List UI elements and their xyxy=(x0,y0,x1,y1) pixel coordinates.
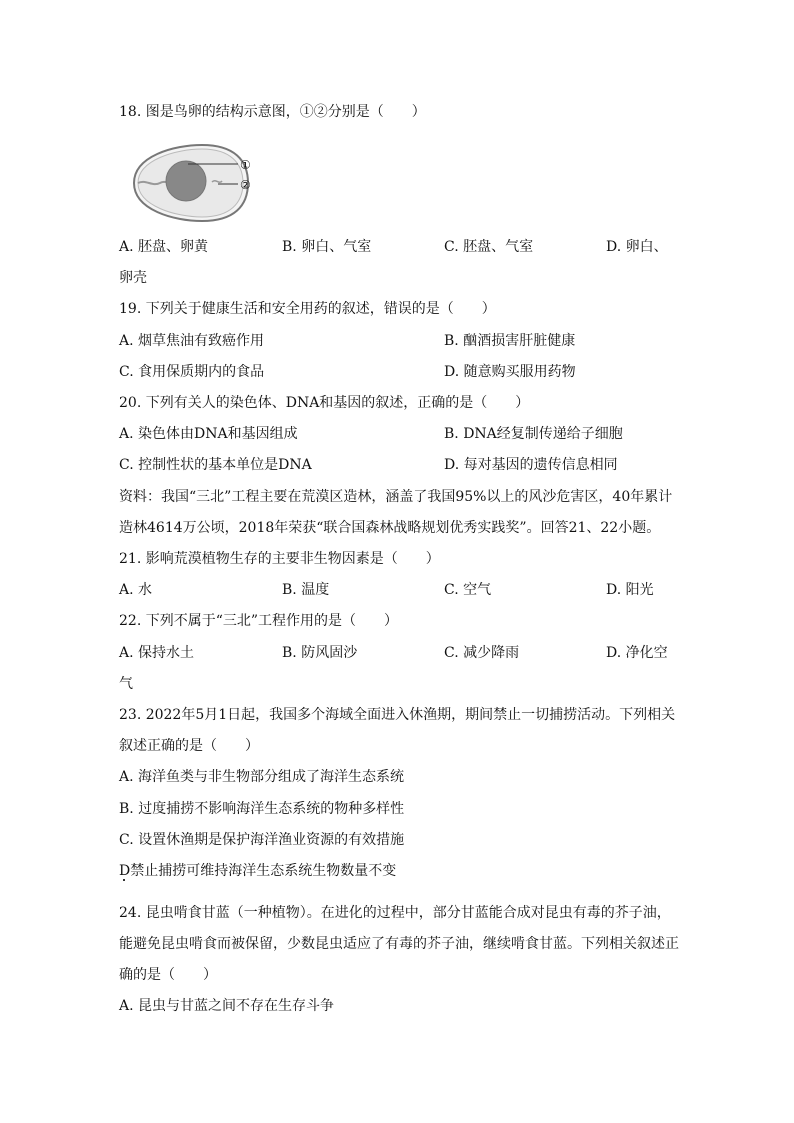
q20-option-a: A. 染色体由DNA和基因组成 xyxy=(119,426,298,442)
q21-option-a: A. 水 xyxy=(119,582,153,598)
q22-option-c: C. 减少降雨 xyxy=(444,645,520,661)
q20-option-c: C. 控制性状的基本单位是DNA xyxy=(119,457,312,473)
q21-option-b: B. 温度 xyxy=(282,582,330,598)
q23-stem-line-2: 叙述正确的是（ ） xyxy=(119,738,259,754)
q20-stem: 20. 下列有关人的染色体、DNA和基因的叙述，正确的是（ ） xyxy=(119,395,530,411)
q24-option-a: A. 昆虫与甘蓝之间不存在生存斗争 xyxy=(119,998,335,1014)
q22-option-d: D. 净化空 xyxy=(606,645,668,661)
q19-option-d: D. 随意购买服用药物 xyxy=(444,364,576,380)
q18-option-d: D. 卵白、 xyxy=(606,239,668,255)
q19-option-a: A. 烟草焦油有致癌作用 xyxy=(119,333,265,349)
q18-option-a: A. 胚盘、卵黄 xyxy=(119,239,209,255)
material-line-1: 资料：我国“三北”工程主要在荒漠区造林，涵盖了我国95%以上的风沙危害区，40年累计 xyxy=(119,489,673,505)
q22-stem: 22. 下列不属于“三北”工程作用的是（ ） xyxy=(119,613,399,629)
material-line-2: 造林4614万公顷，2018年荣获“联合国森林战略规划优秀实践奖”。回答21、22小题。 xyxy=(119,520,661,536)
q21-option-d: D. 阳光 xyxy=(606,582,654,598)
q22-option-d-continued: 气 xyxy=(119,676,133,692)
egg-yolk xyxy=(166,161,206,201)
q24-stem-line-1: 24. 昆虫啃食甘蓝（一种植物）。在进化的过程中，部分甘蓝能合成对昆虫有毒的芥子油， xyxy=(119,905,671,921)
q18-option-d-continued: 卵壳 xyxy=(119,270,147,286)
q22-option-b: B. 防风固沙 xyxy=(282,645,358,661)
stray-mark xyxy=(123,879,125,881)
figure-label-2: ② xyxy=(240,178,251,192)
q18-option-b: B. 卵白、气室 xyxy=(282,239,372,255)
bird-egg-structure-diagram xyxy=(124,138,264,228)
q19-stem: 19. 下列关于健康生活和安全用药的叙述，错误的是（ ） xyxy=(119,301,496,317)
q23-option-d: D禁止捕捞可维持海洋生态系统生物数量不变 xyxy=(119,863,397,879)
q21-stem: 21. 影响荒漠植物生存的主要非生物因素是（ ） xyxy=(119,551,440,567)
q24-stem-line-3: 确的是（ ） xyxy=(119,967,217,983)
q20-option-d: D. 每对基因的遗传信息相同 xyxy=(444,457,618,473)
q18-stem: 18. 图是鸟卵的结构示意图，①②分别是（ ） xyxy=(119,104,426,120)
q24-stem-line-2: 能避免昆虫啃食而被保留，少数昆虫适应了有毒的芥子油，继续啃食甘蓝。下列相关叙述正 xyxy=(119,936,679,952)
q23-option-c: C. 设置休渔期是保护海洋渔业资源的有效措施 xyxy=(119,832,405,848)
q19-option-c: C. 食用保质期内的食品 xyxy=(119,364,265,380)
q21-option-c: C. 空气 xyxy=(444,582,492,598)
q22-option-a: A. 保持水土 xyxy=(119,645,195,661)
q19-option-b: B. 酗酒损害肝脏健康 xyxy=(444,333,576,349)
q23-option-b: B. 过度捕捞不影响海洋生态系统的物种多样性 xyxy=(119,801,405,817)
q23-option-a: A. 海洋鱼类与非生物部分组成了海洋生态系统 xyxy=(119,769,405,785)
q20-option-b: B. DNA经复制传递给子细胞 xyxy=(444,426,623,442)
q23-stem-line-1: 23. 2022年5月1日起，我国多个海域全面进入休渔期，期间禁止一切捕捞活动。下列相关 xyxy=(119,707,676,723)
figure-label-1: ① xyxy=(240,158,251,172)
q18-option-c: C. 胚盘、气室 xyxy=(444,239,534,255)
